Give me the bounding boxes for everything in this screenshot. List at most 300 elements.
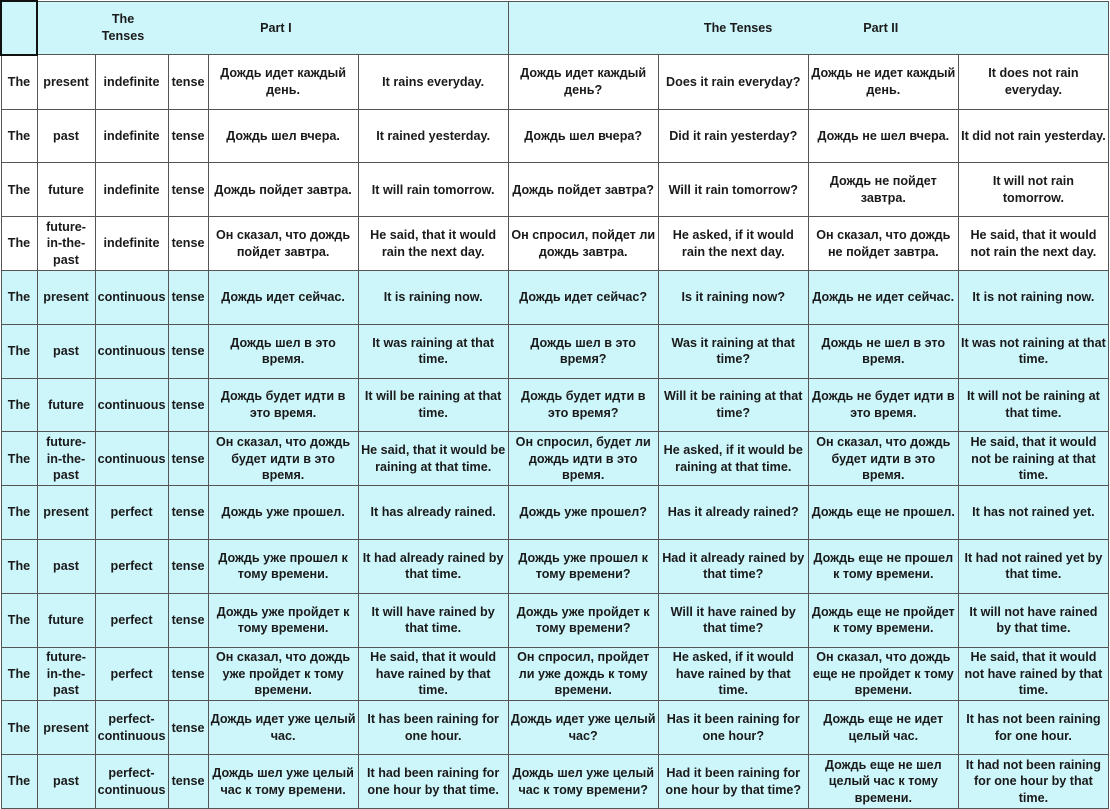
cell-en-negative[interactable] bbox=[958, 163, 1108, 217]
cell-ru-negative[interactable] bbox=[808, 163, 958, 217]
cell-aspect-text: indefinite bbox=[103, 74, 160, 89]
cell-ru-question[interactable] bbox=[508, 701, 658, 755]
header-tenses-right[interactable] bbox=[508, 1, 808, 55]
cell-en-affirmative-text: It will be raining at that time. bbox=[364, 389, 502, 420]
cell-en-question-text: Had it been raining for one hour by that time? bbox=[665, 766, 802, 797]
cell-en-negative-text: It does not rain everyday. bbox=[988, 66, 1079, 97]
cell-time-text: future-in-the-past bbox=[46, 435, 86, 483]
cell-en-affirmative-text: It had been raining for one hour by that time. bbox=[367, 766, 500, 797]
cell-en-affirmative[interactable] bbox=[358, 109, 508, 163]
cell-tense[interactable] bbox=[168, 701, 208, 755]
cell-ru-negative-text: Дождь еще не прошел. bbox=[811, 505, 955, 520]
cell-en-question-text: He asked, if it would be raining at that time. bbox=[663, 443, 803, 474]
cell-ru-question-text: Дождь будет идти в это время? bbox=[520, 389, 646, 420]
cell-en-negative[interactable] bbox=[958, 109, 1108, 163]
cell-aspect-text: continuous bbox=[97, 451, 166, 466]
cell-en-affirmative[interactable] bbox=[358, 217, 508, 271]
cell-en-affirmative-text: It will rain tomorrow. bbox=[371, 182, 495, 197]
cell-aspect[interactable] bbox=[95, 486, 168, 540]
cell-ru-affirmative[interactable] bbox=[208, 701, 358, 755]
table-row bbox=[1, 701, 1109, 755]
cell-time[interactable] bbox=[37, 701, 95, 755]
cell-ru-question-text: Дождь уже прошел? bbox=[519, 505, 647, 520]
cell-ru-affirmative-text: Дождь шел в это время. bbox=[230, 335, 336, 367]
cell-ru-negative-text: Дождь еще не идет целый час. bbox=[823, 712, 944, 743]
cell-the[interactable] bbox=[1, 647, 37, 701]
cell-aspect-text: perfect bbox=[110, 559, 153, 574]
cell-ru-negative[interactable] bbox=[808, 593, 958, 647]
cell-the[interactable] bbox=[1, 270, 37, 324]
table-row bbox=[1, 755, 1109, 809]
cell-en-affirmative[interactable] bbox=[358, 593, 508, 647]
cell-ru-affirmative-text: Дождь шел уже целый час к тому времени. bbox=[212, 766, 354, 797]
cell-ru-affirmative-text: Дождь идет каждый день. bbox=[220, 66, 346, 97]
cell-the[interactable] bbox=[1, 755, 37, 809]
cell-aspect[interactable] bbox=[95, 55, 168, 109]
cell-en-negative[interactable] bbox=[958, 486, 1108, 540]
table-row bbox=[1, 378, 1109, 432]
cell-ru-negative-text: Дождь не идет каждый день. bbox=[811, 66, 956, 97]
cell-the[interactable] bbox=[1, 217, 37, 271]
cell-tense[interactable] bbox=[168, 109, 208, 163]
cell-tense-text: tense bbox=[171, 451, 205, 466]
cell-ru-affirmative-text: Дождь уже прошел к тому времени. bbox=[218, 550, 348, 582]
cell-the[interactable] bbox=[1, 486, 37, 540]
cell-ru-negative-text: Дождь не шел в это время. bbox=[821, 335, 946, 367]
table-row bbox=[1, 539, 1109, 593]
cell-ru-negative[interactable] bbox=[808, 109, 958, 163]
cell-tense[interactable] bbox=[168, 647, 208, 701]
cell-aspect[interactable] bbox=[95, 701, 168, 755]
cell-aspect-text: indefinite bbox=[103, 182, 160, 197]
cell-en-negative-text: He said, that it would not be raining at that time. bbox=[970, 435, 1097, 483]
cell-ru-affirmative[interactable] bbox=[208, 593, 358, 647]
cell-ru-affirmative-text: Дождь идет уже целый час. bbox=[210, 712, 356, 743]
cell-ru-question[interactable] bbox=[508, 378, 658, 432]
cell-ru-affirmative-text: Дождь уже прошел. bbox=[221, 505, 345, 520]
cell-ru-question[interactable] bbox=[508, 755, 658, 809]
cell-tense-text: tense bbox=[171, 128, 205, 143]
cell-the[interactable] bbox=[1, 55, 37, 109]
cell-en-negative[interactable] bbox=[958, 217, 1108, 271]
cell-time[interactable] bbox=[37, 486, 95, 540]
cell-ru-question-text: Дождь идет сейчас? bbox=[519, 290, 648, 305]
cell-en-affirmative[interactable] bbox=[358, 270, 508, 324]
cell-ru-question[interactable] bbox=[508, 432, 658, 486]
cell-time-text: past bbox=[53, 343, 79, 358]
cell-ru-affirmative-text: Дождь будет идти в это время. bbox=[220, 389, 346, 420]
cell-time[interactable] bbox=[37, 270, 95, 324]
cell-ru-affirmative-text: Он сказал, что дождь пойдет завтра. bbox=[216, 228, 351, 259]
cell-ru-negative[interactable] bbox=[808, 647, 958, 701]
cell-tense[interactable] bbox=[168, 55, 208, 109]
cell-ru-question[interactable] bbox=[508, 217, 658, 271]
cell-en-negative[interactable] bbox=[958, 324, 1108, 378]
table-row bbox=[1, 109, 1109, 163]
cell-ru-negative[interactable] bbox=[808, 539, 958, 593]
cell-aspect-text: perfect bbox=[110, 505, 153, 520]
table-row bbox=[1, 432, 1109, 486]
cell-aspect-text: continuous bbox=[97, 343, 166, 358]
cell-the-text: The bbox=[7, 774, 31, 789]
cell-aspect-text: perfect-continuous bbox=[97, 712, 166, 743]
cell-the[interactable] bbox=[1, 539, 37, 593]
cell-en-question[interactable] bbox=[658, 539, 808, 593]
cell-tense-text: tense bbox=[171, 290, 205, 305]
cell-en-question[interactable] bbox=[658, 701, 808, 755]
cell-the-text: The bbox=[7, 397, 31, 412]
header-part1-label: Part I bbox=[260, 20, 292, 35]
cell-ru-affirmative[interactable] bbox=[208, 539, 358, 593]
cell-ru-negative[interactable] bbox=[808, 432, 958, 486]
cell-the-text: The bbox=[7, 236, 31, 251]
cell-en-question-text: Has it already rained? bbox=[667, 505, 799, 520]
cell-tense[interactable] bbox=[168, 270, 208, 324]
cell-en-affirmative-text: It was raining at that time. bbox=[372, 335, 495, 367]
cell-tense[interactable] bbox=[168, 378, 208, 432]
cell-en-negative-text: It had not been raining for one hour by that time. bbox=[965, 757, 1101, 805]
cell-en-affirmative[interactable] bbox=[358, 486, 508, 540]
cell-ru-negative-text: Дождь еще не шел целый час к тому времени. bbox=[825, 757, 942, 805]
cell-en-question[interactable] bbox=[658, 109, 808, 163]
cell-en-affirmative[interactable] bbox=[358, 647, 508, 701]
cell-ru-affirmative[interactable] bbox=[208, 217, 358, 271]
cell-en-negative-text: It has not rained yet. bbox=[972, 505, 1095, 520]
cell-en-negative-text: It had not rained yet by that time. bbox=[964, 550, 1103, 582]
cell-tense-text: tense bbox=[171, 720, 205, 735]
cell-tense-text: tense bbox=[171, 612, 205, 627]
cell-ru-affirmative-text: Он сказал, что дождь будет идти в это время. bbox=[216, 435, 351, 483]
cell-the-text: The bbox=[7, 720, 31, 735]
cell-en-negative[interactable] bbox=[958, 270, 1108, 324]
cell-time[interactable] bbox=[37, 109, 95, 163]
cell-ru-question[interactable] bbox=[508, 109, 658, 163]
cell-tense[interactable] bbox=[168, 593, 208, 647]
cell-en-affirmative[interactable] bbox=[358, 755, 508, 809]
cell-time-text: present bbox=[43, 74, 89, 89]
cell-aspect[interactable] bbox=[95, 324, 168, 378]
cell-ru-question-text: Дождь идет каждый день? bbox=[520, 66, 647, 97]
cell-time-text: future-in-the-past bbox=[46, 219, 86, 267]
cell-en-affirmative[interactable] bbox=[358, 432, 508, 486]
cell-en-question-text: Is it raining now? bbox=[681, 290, 786, 305]
cell-en-affirmative-text: It rains everyday. bbox=[382, 74, 485, 89]
cell-the-text: The bbox=[7, 182, 31, 197]
cell-ru-question[interactable] bbox=[508, 324, 658, 378]
cell-the-text: The bbox=[7, 451, 31, 466]
cell-the[interactable] bbox=[1, 324, 37, 378]
cell-en-question[interactable] bbox=[658, 486, 808, 540]
table-row bbox=[1, 163, 1109, 217]
cell-ru-question-text: Дождь пойдет завтра? bbox=[512, 182, 654, 197]
cell-en-question-text: He asked, if it would have rained by that time. bbox=[672, 650, 794, 698]
cell-en-affirmative-text: He said, that it would have rained by that time. bbox=[370, 650, 497, 698]
cell-ru-question[interactable] bbox=[508, 647, 658, 701]
cell-en-affirmative[interactable] bbox=[358, 701, 508, 755]
cell-en-affirmative-text: It has been raining for one hour. bbox=[367, 712, 499, 743]
cell-the[interactable] bbox=[1, 432, 37, 486]
cell-ru-question-text: Дождь шел вчера? bbox=[524, 128, 643, 143]
cell-ru-negative-text: Дождь не идет сейчас. bbox=[812, 290, 955, 305]
cell-en-negative[interactable] bbox=[958, 432, 1108, 486]
cell-ru-question[interactable] bbox=[508, 163, 658, 217]
cell-ru-affirmative[interactable] bbox=[208, 55, 358, 109]
cell-tense-text: tense bbox=[171, 74, 205, 89]
cell-time[interactable] bbox=[37, 432, 95, 486]
cell-time-text: present bbox=[43, 505, 89, 520]
cell-en-affirmative-text: It has already rained. bbox=[370, 505, 496, 520]
cell-aspect[interactable] bbox=[95, 755, 168, 809]
cell-aspect[interactable] bbox=[95, 217, 168, 271]
cell-aspect[interactable] bbox=[95, 109, 168, 163]
cell-tense-text: tense bbox=[171, 666, 205, 681]
cell-aspect-text: indefinite bbox=[103, 128, 160, 143]
cell-tense-text: tense bbox=[171, 343, 205, 358]
cell-the[interactable] bbox=[1, 163, 37, 217]
cell-ru-affirmative[interactable] bbox=[208, 755, 358, 809]
cell-time[interactable] bbox=[37, 593, 95, 647]
cell-ru-question[interactable] bbox=[508, 539, 658, 593]
header-tenses-left-label: The Tenses bbox=[101, 12, 145, 43]
cell-en-negative[interactable] bbox=[958, 755, 1108, 809]
cell-ru-negative-text: Дождь еще не прошел к тому времени. bbox=[813, 550, 954, 582]
cell-ru-affirmative[interactable] bbox=[208, 378, 358, 432]
cell-en-affirmative[interactable] bbox=[358, 163, 508, 217]
cell-ru-affirmative[interactable] bbox=[208, 486, 358, 540]
cell-the-text: The bbox=[7, 612, 31, 627]
cell-tense-text: tense bbox=[171, 505, 205, 520]
cell-ru-question-text: Он спросил, пройдет ли уже дождь к тому времени. bbox=[517, 650, 650, 698]
cell-en-question[interactable] bbox=[658, 270, 808, 324]
cell-tense[interactable] bbox=[168, 755, 208, 809]
cell-aspect-text: indefinite bbox=[103, 236, 160, 251]
cell-the[interactable] bbox=[1, 378, 37, 432]
table-row bbox=[1, 647, 1109, 701]
cell-ru-question-text: Дождь уже пройдет к тому времени? bbox=[516, 604, 650, 636]
cell-the-text: The bbox=[7, 505, 31, 520]
cell-en-question-text: Has it been raining for one hour? bbox=[666, 712, 800, 743]
cell-ru-negative[interactable] bbox=[808, 217, 958, 271]
cell-tense[interactable] bbox=[168, 324, 208, 378]
cell-ru-negative[interactable] bbox=[808, 324, 958, 378]
cell-ru-negative-text: Дождь не пойдет завтра. bbox=[829, 174, 937, 205]
cell-tense-text: tense bbox=[171, 559, 205, 574]
cell-aspect[interactable] bbox=[95, 378, 168, 432]
selected-cell[interactable] bbox=[1, 1, 37, 55]
cell-time-text: future bbox=[48, 397, 84, 412]
cell-time-text: past bbox=[53, 559, 79, 574]
cell-aspect[interactable] bbox=[95, 647, 168, 701]
cell-ru-negative[interactable] bbox=[808, 270, 958, 324]
cell-time[interactable] bbox=[37, 324, 95, 378]
cell-ru-question-text: Дождь шел уже целый час к тому времени? bbox=[512, 766, 654, 797]
cell-en-question-text: Will it rain tomorrow? bbox=[668, 182, 798, 197]
cell-en-question-text: Does it rain everyday? bbox=[666, 74, 801, 89]
cell-en-negative-text: It has not been raining for one hour. bbox=[966, 712, 1101, 743]
cell-time-text: present bbox=[43, 290, 89, 305]
cell-the[interactable] bbox=[1, 109, 37, 163]
header-tenses-right-label: The Tenses bbox=[703, 20, 773, 35]
cell-tense-text: tense bbox=[171, 774, 205, 789]
cell-aspect-text: continuous bbox=[97, 397, 166, 412]
cell-aspect[interactable] bbox=[95, 539, 168, 593]
cell-tense[interactable] bbox=[168, 163, 208, 217]
cell-ru-negative-text: Он сказал, что дождь будет идти в это время. bbox=[816, 435, 951, 483]
cell-en-affirmative-text: It is raining now. bbox=[383, 290, 483, 305]
cell-ru-negative[interactable] bbox=[808, 755, 958, 809]
cell-aspect-text: continuous bbox=[97, 290, 166, 305]
cell-ru-question-text: Он спросил, будет ли дождь идти в это время. bbox=[515, 435, 651, 483]
cell-en-negative-text: It is not raining now. bbox=[972, 290, 1095, 305]
table-row bbox=[1, 324, 1109, 378]
header-part2[interactable] bbox=[808, 1, 1108, 55]
cell-tense[interactable] bbox=[168, 217, 208, 271]
cell-en-question-text: Had it already rained by that time? bbox=[662, 550, 805, 582]
cell-en-question[interactable] bbox=[658, 55, 808, 109]
header-part2-label: Part II bbox=[863, 20, 899, 35]
table-row bbox=[1, 55, 1109, 109]
cell-ru-negative-text: Дождь еще не пройдет к тому времени. bbox=[811, 604, 955, 636]
cell-en-affirmative[interactable] bbox=[358, 55, 508, 109]
cell-aspect[interactable] bbox=[95, 432, 168, 486]
header-tenses-left[interactable] bbox=[37, 1, 208, 55]
table-row bbox=[1, 270, 1109, 324]
cell-ru-negative-text: Он сказал, что дождь не пойдет завтра. bbox=[816, 228, 951, 259]
cell-ru-negative-text: Дождь не шел вчера. bbox=[817, 128, 950, 143]
cell-ru-question[interactable] bbox=[508, 270, 658, 324]
cell-en-negative-text: It will not rain tomorrow. bbox=[992, 174, 1074, 205]
cell-en-negative-text: It was not raining at that time. bbox=[960, 335, 1106, 367]
cell-ru-affirmative-text: Он сказал, что дождь уже пройдет к тому времени. bbox=[216, 650, 351, 698]
cell-time-text: past bbox=[53, 128, 79, 143]
cell-ru-question-text: Он спросил, пойдет ли дождь завтра. bbox=[511, 228, 656, 259]
cell-time-text: future-in-the-past bbox=[46, 650, 86, 698]
cell-en-negative[interactable] bbox=[958, 539, 1108, 593]
cell-en-question[interactable] bbox=[658, 432, 808, 486]
cell-aspect[interactable] bbox=[95, 270, 168, 324]
cell-en-question-text: Did it rain yesterday? bbox=[669, 128, 798, 143]
cell-en-negative-text: He said, that it would not rain the next day. bbox=[970, 228, 1097, 259]
cell-ru-affirmative[interactable] bbox=[208, 270, 358, 324]
cell-en-question[interactable] bbox=[658, 217, 808, 271]
cell-en-negative-text: He said, that it would not have rained by that time. bbox=[964, 650, 1103, 698]
cell-time-text: future bbox=[48, 612, 84, 627]
cell-the-text: The bbox=[7, 74, 31, 89]
cell-the[interactable] bbox=[1, 701, 37, 755]
cell-en-question[interactable] bbox=[658, 163, 808, 217]
cell-time[interactable] bbox=[37, 55, 95, 109]
cell-ru-negative[interactable] bbox=[808, 55, 958, 109]
cell-en-question[interactable] bbox=[658, 755, 808, 809]
cell-en-affirmative[interactable] bbox=[358, 324, 508, 378]
cell-en-affirmative[interactable] bbox=[358, 539, 508, 593]
cell-en-question[interactable] bbox=[658, 593, 808, 647]
cell-en-negative[interactable] bbox=[958, 55, 1108, 109]
cell-time[interactable] bbox=[37, 378, 95, 432]
cell-ru-negative[interactable] bbox=[808, 701, 958, 755]
table-row bbox=[1, 593, 1109, 647]
cell-time[interactable] bbox=[37, 539, 95, 593]
cell-en-affirmative-text: He said, that it would be raining at that time. bbox=[361, 443, 506, 474]
cell-tense-text: tense bbox=[171, 236, 205, 251]
cell-aspect[interactable] bbox=[95, 593, 168, 647]
cell-aspect-text: perfect-continuous bbox=[97, 766, 166, 797]
cell-ru-question-text: Дождь уже прошел к тому времени? bbox=[518, 550, 648, 582]
cell-tense[interactable] bbox=[168, 432, 208, 486]
cell-ru-negative-text: Он сказал, что дождь еще не пройдет к тому времени. bbox=[812, 650, 954, 698]
cell-time-text: future bbox=[48, 182, 84, 197]
cell-ru-affirmative[interactable] bbox=[208, 163, 358, 217]
cell-ru-affirmative-text: Дождь пойдет завтра. bbox=[214, 182, 352, 197]
cell-en-negative[interactable] bbox=[958, 378, 1108, 432]
cell-ru-negative-text: Дождь не будет идти в это время. bbox=[811, 389, 955, 420]
cell-tense-text: tense bbox=[171, 397, 205, 412]
cell-en-negative[interactable] bbox=[958, 701, 1108, 755]
cell-ru-affirmative[interactable] bbox=[208, 432, 358, 486]
cell-en-negative[interactable] bbox=[958, 593, 1108, 647]
cell-the-text: The bbox=[7, 128, 31, 143]
cell-ru-affirmative[interactable] bbox=[208, 647, 358, 701]
table-row bbox=[1, 217, 1109, 271]
cell-time[interactable] bbox=[37, 217, 95, 271]
cell-en-question-text: Will it be raining at that time? bbox=[664, 389, 803, 420]
cell-en-affirmative[interactable] bbox=[358, 378, 508, 432]
cell-en-negative[interactable] bbox=[958, 647, 1108, 701]
cell-ru-affirmative[interactable] bbox=[208, 109, 358, 163]
cell-ru-question[interactable] bbox=[508, 486, 658, 540]
cell-time-text: present bbox=[43, 720, 89, 735]
cell-en-affirmative-text: He said, that it would rain the next day. bbox=[370, 228, 497, 259]
cell-aspect-text: perfect bbox=[110, 666, 153, 681]
cell-tense[interactable] bbox=[168, 539, 208, 593]
cell-the-text: The bbox=[7, 290, 31, 305]
cell-ru-affirmative[interactable] bbox=[208, 324, 358, 378]
cell-en-affirmative-text: It rained yesterday. bbox=[376, 128, 491, 143]
cell-en-question[interactable] bbox=[658, 647, 808, 701]
cell-aspect[interactable] bbox=[95, 163, 168, 217]
cell-ru-question-text: Дождь шел в это время? bbox=[530, 335, 636, 367]
cell-time[interactable] bbox=[37, 647, 95, 701]
cell-ru-question[interactable] bbox=[508, 593, 658, 647]
cell-ru-negative[interactable] bbox=[808, 486, 958, 540]
cell-time-text: past bbox=[53, 774, 79, 789]
table-row bbox=[1, 486, 1109, 540]
header-row bbox=[1, 1, 1109, 55]
cell-en-affirmative-text: It had already rained by that time. bbox=[362, 550, 504, 582]
cell-the[interactable] bbox=[1, 593, 37, 647]
cell-en-question[interactable] bbox=[658, 378, 808, 432]
cell-en-negative-text: It did not rain yesterday. bbox=[961, 128, 1106, 143]
cell-en-negative-text: It will not be raining at that time. bbox=[966, 389, 1100, 420]
cell-en-question-text: He asked, if it would rain the next day. bbox=[672, 228, 794, 259]
cell-time[interactable] bbox=[37, 755, 95, 809]
cell-ru-negative[interactable] bbox=[808, 378, 958, 432]
cell-the-text: The bbox=[7, 343, 31, 358]
cell-en-negative-text: It will not have rained by that time. bbox=[969, 604, 1098, 636]
cell-en-question-text: Will it have rained by that time? bbox=[670, 604, 796, 636]
cell-ru-affirmative-text: Дождь идет сейчас. bbox=[221, 290, 345, 305]
header-part1[interactable] bbox=[208, 1, 508, 55]
cell-aspect-text: perfect bbox=[110, 612, 153, 627]
cell-en-question-text: Was it raining at that time? bbox=[671, 335, 795, 367]
cell-time[interactable] bbox=[37, 163, 95, 217]
cell-ru-question[interactable] bbox=[508, 55, 658, 109]
cell-ru-affirmative-text: Дождь шел вчера. bbox=[226, 128, 340, 143]
cell-en-question[interactable] bbox=[658, 324, 808, 378]
cell-tense-text: tense bbox=[171, 182, 205, 197]
cell-tense[interactable] bbox=[168, 486, 208, 540]
cell-ru-affirmative-text: Дождь уже пройдет к тому времени. bbox=[216, 604, 350, 636]
